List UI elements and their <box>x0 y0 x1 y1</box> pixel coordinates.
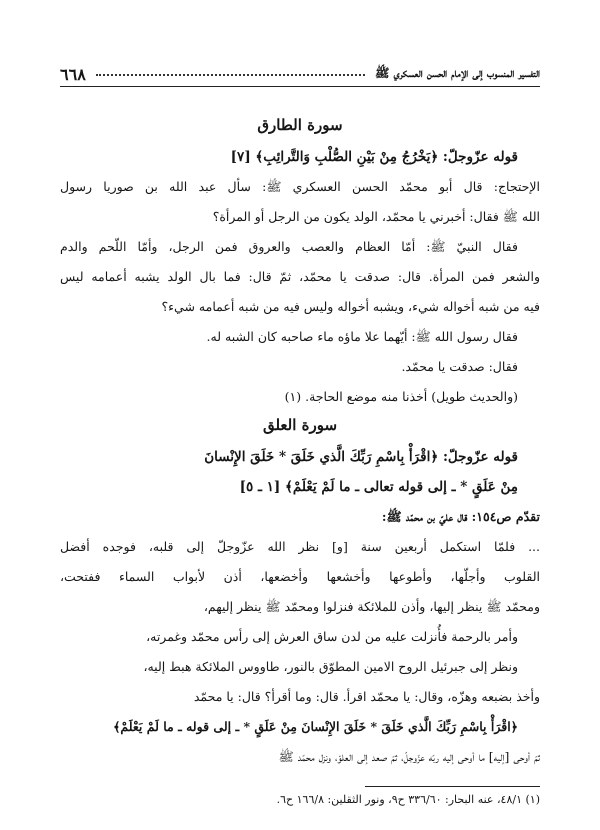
running-title: التفسير المنسوب إلى الإمام الحسن العسكري ﷺ <box>374 65 540 80</box>
text-line: فيه من شبه أخواله شيء، ويشبه أخواله وليس فيه من شبه أعمامه شيء؟ <box>161 299 540 314</box>
text-line: وأمر بالرحمة فأُنزلت عليه من لدن ساق العرش إلى رأس محمّد وغمرته، <box>146 629 518 644</box>
header-dotted-rule <box>96 66 365 76</box>
verse-line: قوله عزّوجلّ: ﴿اقْرَأْ بِاسْمِ رَبِّكَ الَّذي خَلَقَ * خَلَقَ الإِنْسانَ <box>204 449 518 465</box>
text-line: ونظر إلى جبرئيل الروح الامين المطوّق بالنور، طاووس الملائكة هبط إليه، <box>143 659 518 674</box>
text-line: فقال النبيّ ﷺ: أمّا العظام والعصب والعروق فمن الرجل، وأمّا اللّحم والدم <box>60 239 518 254</box>
text-line: والشعر فمن المرأة. قال: صدقت يا محمّد، ثمّ قال: فما بال الولد يشبه أعمامه ليس <box>60 269 540 284</box>
footnote-rule <box>365 786 540 787</box>
surah-title-alaq: سورة العلق <box>262 416 338 434</box>
surah-title-tariq: سورة الطارق <box>257 116 343 134</box>
verse-line: قوله عزّوجلّ: ﴿يَخْرُجُ مِنْ بَيْنِ الصُّلْبِ وَالتَّرائِبِ﴾ [٧] <box>230 149 518 165</box>
running-header <box>60 62 540 87</box>
text-line: تقدّم ص١٥٤: قال عليّ بن محمّد ﷺ: <box>381 509 540 524</box>
footnote: (١) ٤٨/١، عنه البحار: ٣٣٦/٦٠ ح٩، ونور الثقلين: ١٦٦/٨ ح٦. <box>276 793 540 806</box>
text-line: ... فلمّا استكمل أربعين سنة [و] نظر الله عزّوجلّ إلى قلبه، فوجده أفضل <box>60 539 540 554</box>
verse-line: ﴿اقْرَأْ بِاسْمِ رَبِّكَ الَّذي خَلَقَ * خَلَقَ الإِنْسانَ مِنْ عَلَقٍ * ـ إلى قوله ـ ما لَمْ يَعْلَمْ﴾ <box>113 719 518 734</box>
page-number: ٦٦٨ <box>60 64 86 84</box>
text-line: وأخذ بضبعه وهزّه، وقال: يا محمّد اقرأ. قال: وما أقرأ؟ قال: يا محمّد <box>193 689 540 704</box>
text-line: القلوب وأجلّها، وأطوعها وأخشعها وأخضعها، أذن لأبواب السماء ففتحت، <box>60 569 540 584</box>
text-line: فقال رسول الله ﷺ: أيّهما علا ماؤه ماء صاحبه كان الشبه له. <box>206 329 518 344</box>
text-line: فقال: صدقت يا محمّد. <box>401 359 518 374</box>
verse-line: مِنْ عَلَقٍ * ـ إلى قوله تعالى ـ ما لَمْ يَعْلَمْ﴾ [١ ـ ٥] <box>239 479 518 495</box>
text-line: (والحديث طويل) أخذنا منه موضع الحاجة. (١) <box>284 389 518 404</box>
text-line: الإحتجاج: قال أبو محمّد الحسن العسكري ﷺ: سأل عبد الله بن صوريا رسول <box>60 179 540 194</box>
text-line: ثمّ أوحى [إليه] ما أوحى إليه ربّه عزّوجلّ، ثمّ صعد إلى العلوّ، ونزل محمّد ﷺ <box>278 749 540 764</box>
text-line: ومحمّد ﷺ ينظر إليها، وأذن للملائكة فنزلوا ومحمّد ﷺ ينظر إليهم، <box>203 599 540 614</box>
page-body <box>60 112 540 809</box>
text-line: الله ﷺ فقال: أخبرني يا محمّد، الولد يكون من الرجل أو المرأة؟ <box>212 209 540 224</box>
